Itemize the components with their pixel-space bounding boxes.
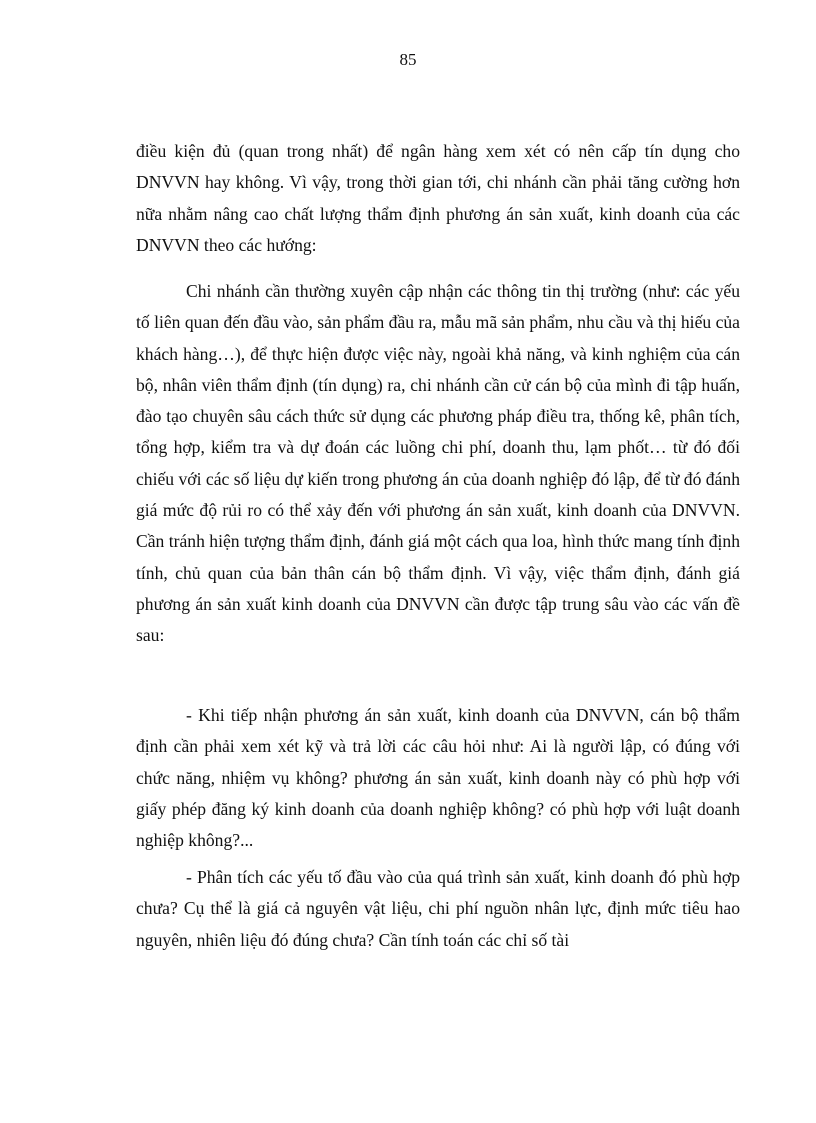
paragraph-text: - Phân tích các yếu tố đầu vào của quá trình sản xuất, kinh doanh đó phù hợp chưa? Cụ thể là giá cả nguyên vật liệu, chi phí nguồn nhân lực, định mức tiêu hao nguyên, nhiên liệu đó đúng chưa? Cần tính toán các chỉ số tài xyxy=(136,867,740,950)
body-paragraph xyxy=(136,862,740,956)
paragraph-text: Chi nhánh cần thường xuyên cập nhận các thông tin thị trường (như: các yếu tố liên quan đến đầu vào, sản phẩm đầu ra, mẫu mã sản phẩm, nhu cầu và thị hiếu của khách hàng…), để thực hiện được việc này, ngoài khả năng, và kinh nghiệm của cán bộ, nhân viên thẩm định (tín dụng) ra, chi nhánh cần cử cán bộ của mình đi tập huấn, đào tạo chuyên sâu cách thức sử dụng các phương pháp điều tra, thống kê, phân tích, tổng hợp, kiểm tra và dự đoán các luồng chi phí, doanh thu, lạm phốt… từ đó đối chiếu với các số liệu dự kiến trong phương án của doanh nghiệp đó lập, để từ đó đánh giá mức độ rủi ro có thể xảy đến với phương án sản xuất, kinh doanh của DNVVN. Cần tránh hiện tượng thẩm định, đánh giá một cách qua loa, hình thức mang tính định tính, chủ quan của bản thân cán bộ thẩm định. Vì vậy, việc thẩm định, đánh giá phương án sản xuất kinh doanh của DNVVN cần được tập trung sâu vào các vấn đề sau: xyxy=(136,281,740,646)
paragraph-text: điều kiện đủ (quan trong nhất) để ngân hàng xem xét có nên cấp tín dụng cho DNVVN hay không. Vì vậy, trong thời gian tới, chi nhánh cần phải tăng cường hơn nữa nhằm nâng cao chất lượng thẩm định phương án sản xuất, kinh doanh của các DNVVN theo các hướng: xyxy=(136,141,740,255)
page-number: 85 xyxy=(399,50,417,69)
paragraph-text: - Khi tiếp nhận phương án sản xuất, kinh doanh của DNVVN, cán bộ thẩm định cần phải xem xét kỹ và trả lời các câu hỏi như: Ai là người lập, có đúng với chức năng, nhiệm vụ không? phương án sản xuất, kinh doanh này có phù hợp với giấy phép đăng ký kinh doanh của doanh nghiệp không? có phù hợp với luật doanh nghiệp không?... xyxy=(136,705,740,851)
body-paragraph xyxy=(136,136,740,261)
body-paragraph xyxy=(136,276,740,652)
body-paragraph xyxy=(136,700,740,856)
